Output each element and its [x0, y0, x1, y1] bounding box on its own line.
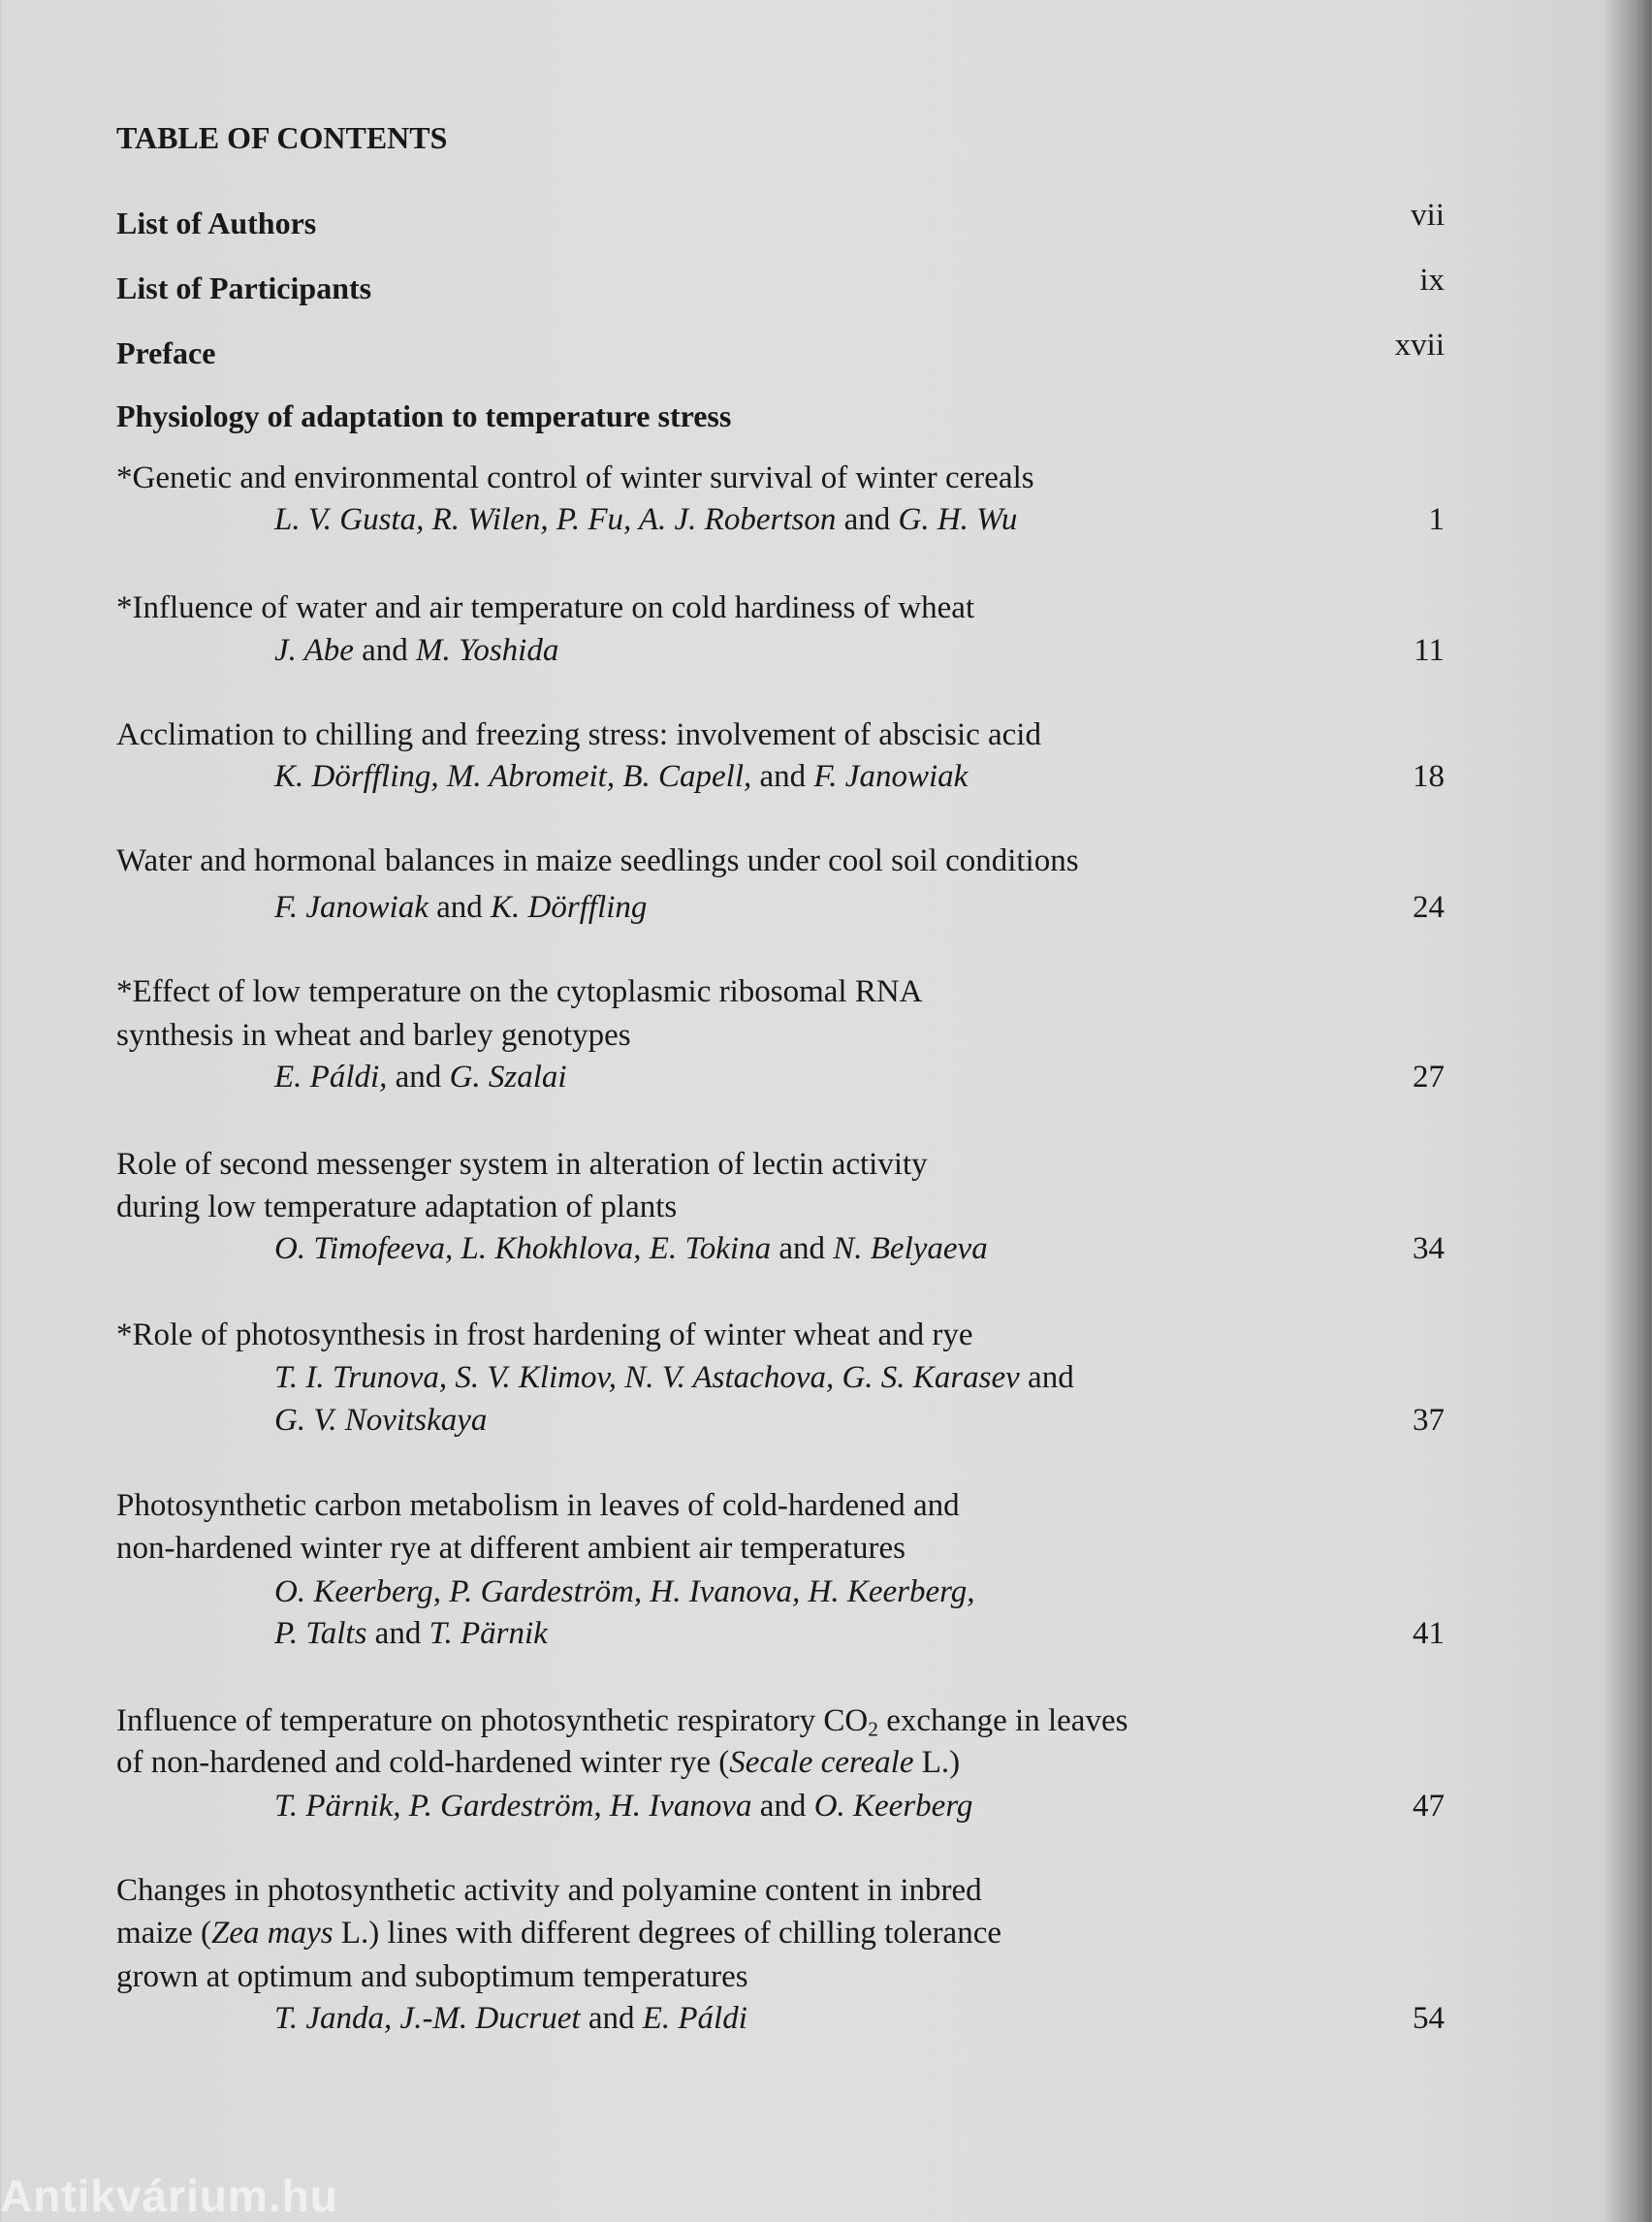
text: and [836, 502, 899, 537]
text: and [428, 890, 492, 925]
text: during low temperature adaptation of plants [116, 1190, 678, 1224]
italic-text: T. I. Trunova, S. V. Klimov, N. V. Astachova, G. S. Karasev [274, 1360, 1020, 1395]
italic-text: Secale cereale [729, 1745, 914, 1780]
entry-authors-line [274, 755, 968, 798]
front-item-preface: Preface [116, 335, 216, 370]
entry-title-line [116, 1484, 960, 1527]
entry-page-number: 1 [1428, 502, 1445, 537]
text: and [751, 759, 814, 794]
entry-authors-line [274, 1056, 567, 1098]
italic-text: E. Páldi, [274, 1060, 388, 1095]
entry-page-number: 34 [1413, 1231, 1445, 1266]
entry-authors-line [274, 1571, 975, 1613]
italic-text: O. Keerberg, P. Gardeström, H. Ivanova, H. Keerberg, [274, 1574, 975, 1609]
italic-text: E. Páldi [642, 2001, 747, 2036]
italic-text: O. Keerberg [813, 1789, 973, 1824]
text: L.) [913, 1745, 961, 1780]
text: 2 [868, 1717, 878, 1741]
text: Role of second messenger system in alteration of lectin activity [116, 1147, 928, 1182]
italic-text: F. Janowiak [274, 890, 429, 925]
italic-text: M. Yoshida [416, 633, 559, 668]
italic-text: O. Timofeeva, L. Khokhlova, E. Tokina [274, 1231, 772, 1266]
entry-page-number: 24 [1413, 890, 1445, 925]
entry-authors-line [274, 1399, 487, 1442]
front-item-authors: List of Authors [116, 206, 317, 240]
entry-title-line [116, 1741, 960, 1784]
text: Changes in photosynthetic activity and polyamine content in inbred [116, 1873, 982, 1908]
italic-text: P. Talts [274, 1616, 367, 1651]
entry-title-line [116, 1143, 928, 1186]
text: and [353, 633, 417, 668]
entry-authors-line [274, 886, 647, 929]
text: synthesis in wheat and barley genotypes [116, 1018, 631, 1053]
entry-authors-line [274, 1997, 747, 2040]
italic-text: F. Janowiak [813, 759, 969, 794]
italic-text: T. Pärnik, P. Gardeström, H. Ivanova [274, 1789, 752, 1824]
entry-authors-line [274, 498, 1017, 541]
text: of non-hardened and cold-hardened winter rye ( [116, 1745, 730, 1780]
text: L.) lines with different degrees of chilling tolerance [333, 1916, 1001, 1951]
text: and [1019, 1360, 1074, 1395]
text: Water and hormonal balances in maize seedlings under cool soil conditions [116, 843, 1079, 878]
entry-title-line [116, 587, 974, 629]
front-item-authors-page: vii [1411, 198, 1445, 233]
section-heading: Physiology of adaptation to temperature stress [116, 398, 732, 433]
entry-title-line [116, 1699, 1128, 1742]
entry-authors-line [274, 1356, 1074, 1399]
text: *Influence of water and air temperature on cold hardiness of wheat [116, 590, 975, 625]
text: *Role of photosynthesis in frost hardening of winter wheat and rye [116, 1317, 973, 1352]
text: *Genetic and environmental control of winter survival of winter cereals [116, 460, 1034, 495]
entry-page-number: 11 [1414, 633, 1445, 668]
italic-text: Zea mays [211, 1916, 334, 1951]
entry-authors-line [274, 1612, 548, 1655]
entry-page-number: 27 [1413, 1060, 1445, 1095]
entry-title-line [116, 714, 1041, 756]
text: Influence of temperature on photosynthetic respiratory CO [116, 1703, 869, 1738]
toc-heading: TABLE OF CONTENTS [116, 120, 448, 155]
text: non-hardened winter rye at different ambient air temperatures [116, 1531, 905, 1566]
text: and [366, 1616, 429, 1651]
front-item-preface-page: xvii [1394, 328, 1445, 363]
entry-page-number: 47 [1413, 1789, 1445, 1824]
text: and [387, 1060, 450, 1095]
italic-text: T. Janda, J.-M. Ducruet [274, 2001, 581, 2036]
italic-text: J. Abe [274, 633, 354, 668]
italic-text: T. Pärnik [429, 1616, 548, 1651]
entry-authors-line [274, 1227, 988, 1270]
italic-text: G. V. Novitskaya [274, 1403, 488, 1438]
entry-title-line [116, 1014, 631, 1057]
text: maize ( [116, 1916, 212, 1951]
entry-page-number: 54 [1413, 2001, 1445, 2036]
italic-text: N. Belyaeva [833, 1231, 988, 1266]
text: exchange in leaves [877, 1703, 1128, 1738]
entry-authors-line [274, 629, 558, 672]
text: Acclimation to chilling and freezing stress: involvement of abscisic acid [116, 717, 1041, 752]
entry-title-line [116, 1314, 972, 1356]
watermark: Antikvárium.hu [0, 2171, 338, 2221]
entry-title-line [116, 1869, 982, 1912]
entry-title-line [116, 1527, 905, 1570]
text: *Effect of low temperature on the cytoplasmic ribosomal RNA [116, 974, 923, 1009]
front-item-participants: List of Participants [116, 270, 372, 305]
italic-text: G. H. Wu [898, 502, 1018, 537]
italic-text: G. Szalai [449, 1060, 567, 1095]
entry-title-line [116, 1955, 748, 1998]
entry-title-line [116, 1186, 677, 1228]
entry-title-line [116, 1912, 1001, 1954]
italic-text: K. Dörffling [491, 890, 648, 925]
entry-title-line [116, 970, 923, 1013]
text: grown at optimum and suboptimum temperatures [116, 1959, 748, 1994]
entry-authors-line [274, 1785, 972, 1827]
entry-title-line [116, 840, 1079, 882]
front-item-participants-page: ix [1419, 263, 1445, 298]
italic-text: K. Dörffling, M. Abromeit, B. Capell, [274, 759, 752, 794]
text: and [751, 1789, 814, 1824]
entry-page-number: 41 [1413, 1616, 1445, 1651]
entry-page-number: 37 [1413, 1403, 1445, 1438]
italic-text: L. V. Gusta, R. Wilen, P. Fu, A. J. Robertson [274, 502, 837, 537]
text: and [580, 2001, 643, 2036]
entry-page-number: 18 [1413, 759, 1445, 794]
text: Photosynthetic carbon metabolism in leaves of cold-hardened and [116, 1488, 960, 1523]
text: and [771, 1231, 834, 1266]
entry-title-line [116, 457, 1034, 499]
